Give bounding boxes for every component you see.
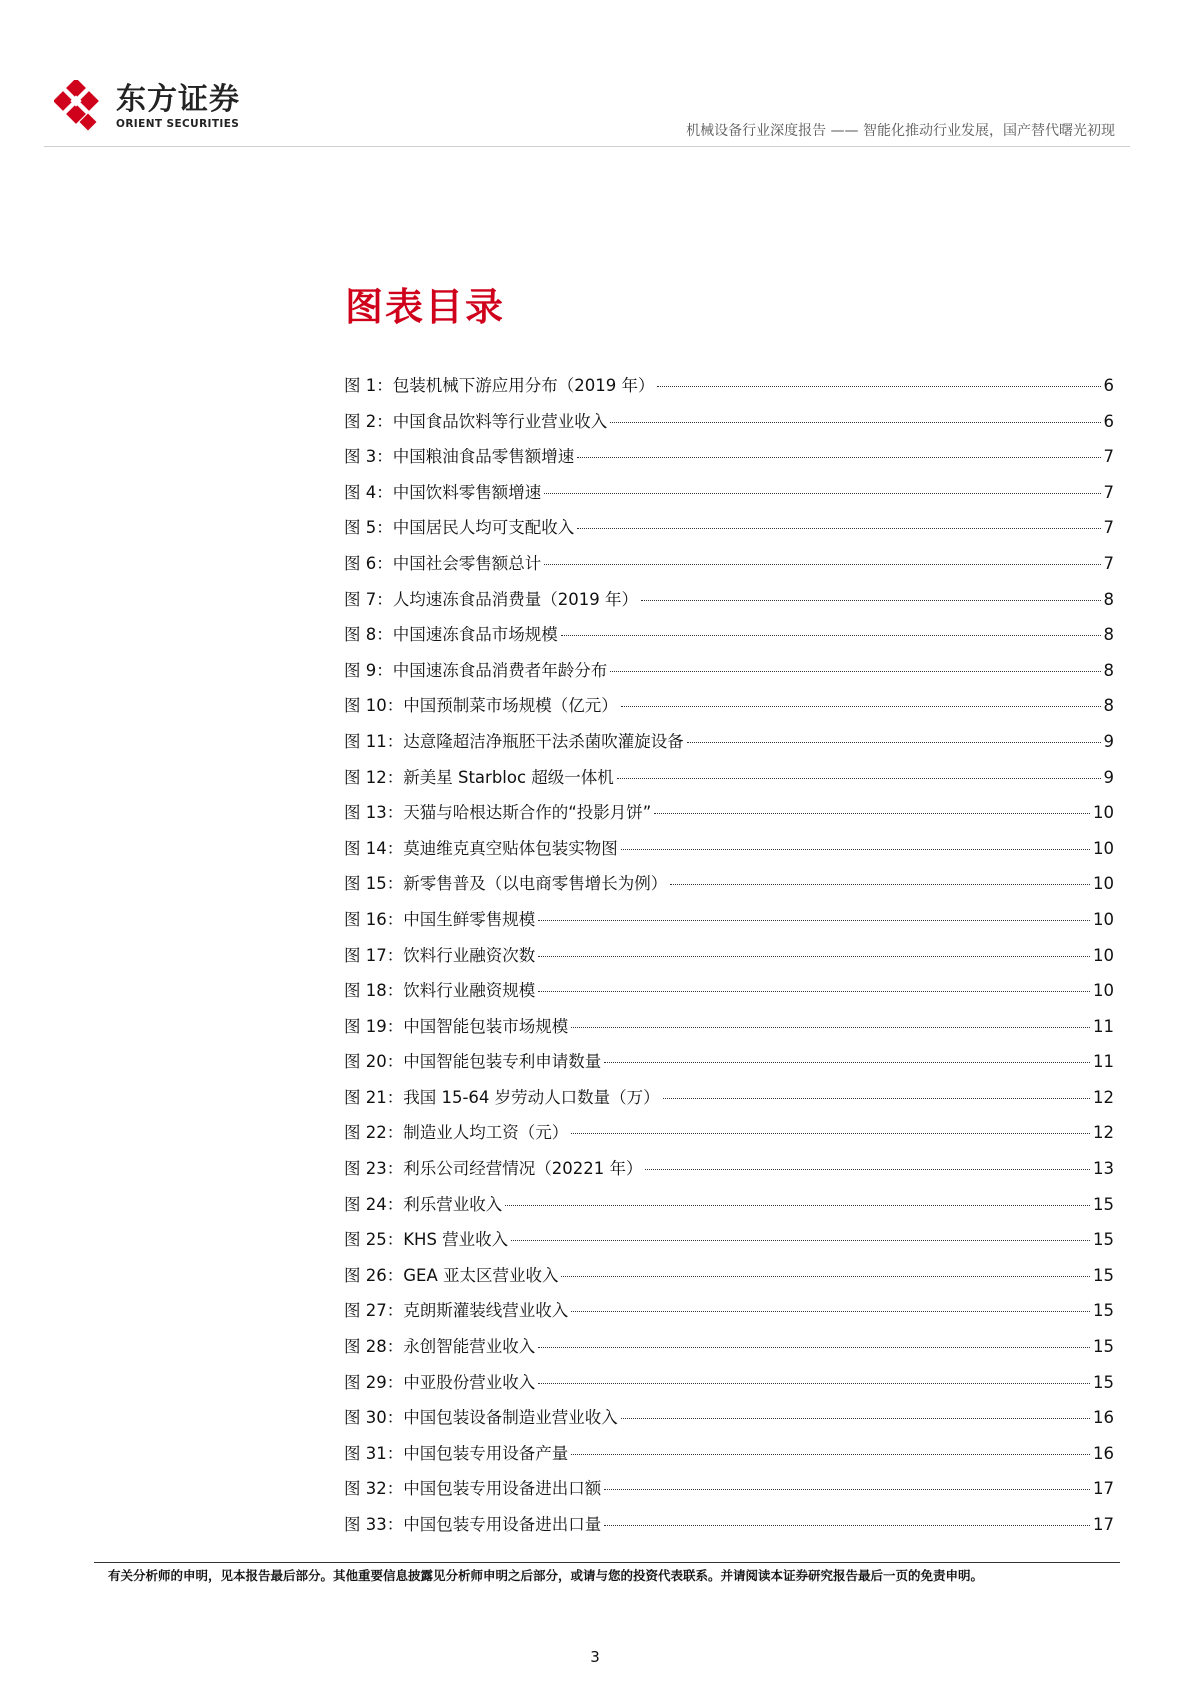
toc-entry-label[interactable]: 图 30：中国包装设备制造业营业收入 bbox=[344, 1408, 618, 1428]
toc-entry[interactable] bbox=[344, 1155, 1114, 1191]
toc-entry[interactable] bbox=[344, 692, 1114, 728]
toc-entry-label[interactable]: 图 3：中国粮油食品零售额增速 bbox=[344, 447, 575, 467]
toc-entry-page[interactable]: 15 bbox=[1093, 1301, 1114, 1321]
toc-entry[interactable] bbox=[344, 621, 1114, 657]
toc-entry[interactable] bbox=[344, 728, 1114, 764]
toc-dot-leader bbox=[604, 1062, 1090, 1063]
toc-entry-page[interactable]: 12 bbox=[1093, 1123, 1114, 1143]
toc-entry[interactable] bbox=[344, 1369, 1114, 1405]
toc-entry-label[interactable]: 图 31：中国包装专用设备产量 bbox=[344, 1443, 569, 1463]
toc-entry-page[interactable]: 6 bbox=[1103, 411, 1114, 431]
toc-entry-page[interactable]: 15 bbox=[1093, 1194, 1114, 1214]
toc-entry-page[interactable]: 8 bbox=[1103, 589, 1114, 609]
toc-entry[interactable] bbox=[344, 1404, 1114, 1440]
toc-entry[interactable] bbox=[344, 799, 1114, 835]
toc-entry[interactable] bbox=[344, 1511, 1114, 1547]
toc-dot-leader bbox=[577, 528, 1100, 529]
toc-entry[interactable] bbox=[344, 1475, 1114, 1511]
toc-entry-label[interactable]: 图 6：中国社会零售额总计 bbox=[344, 553, 542, 573]
toc-dot-leader bbox=[610, 671, 1100, 672]
toc-entry-page[interactable]: 10 bbox=[1093, 803, 1114, 823]
header-divider bbox=[44, 146, 1130, 147]
toc-entry-page[interactable]: 11 bbox=[1093, 1016, 1114, 1036]
toc-entry-label[interactable]: 图 1：包装机械下游应用分布（2019 年） bbox=[344, 376, 655, 395]
figure-table-of-contents bbox=[344, 372, 1114, 1547]
page-title: 图表目录 bbox=[345, 285, 506, 329]
toc-entry[interactable] bbox=[344, 764, 1114, 800]
toc-entry-page[interactable]: 10 bbox=[1093, 874, 1114, 894]
toc-dot-leader bbox=[657, 386, 1100, 387]
toc-entry-page[interactable]: 11 bbox=[1093, 1052, 1114, 1072]
toc-entry[interactable] bbox=[344, 1013, 1114, 1049]
toc-entry-label[interactable]: 图 11：达意隆超洁净瓶胚干法杀菌吹灌旋设备 bbox=[344, 731, 684, 751]
toc-entry[interactable] bbox=[344, 906, 1114, 942]
toc-entry-page[interactable]: 10 bbox=[1093, 909, 1114, 929]
toc-entry-page[interactable]: 15 bbox=[1093, 1337, 1114, 1357]
toc-entry-page[interactable]: 15 bbox=[1093, 1230, 1114, 1250]
report-header-title: 机械设备行业深度报告 —— 智能化推动行业发展，国产替代曙光初现 bbox=[686, 123, 1115, 139]
toc-entry-page[interactable]: 10 bbox=[1093, 981, 1114, 1001]
toc-entry-label[interactable]: 图 13：天猫与哈根达斯合作的“投影月饼” bbox=[344, 803, 652, 823]
toc-entry-label[interactable]: 图 2：中国食品饮料等行业营业收入 bbox=[344, 411, 608, 431]
toc-dot-leader bbox=[538, 1347, 1090, 1348]
toc-entry[interactable] bbox=[344, 1297, 1114, 1333]
toc-entry-page[interactable]: 7 bbox=[1103, 518, 1114, 538]
toc-entry[interactable] bbox=[344, 1191, 1114, 1227]
toc-entry-label[interactable]: 图 14：莫迪维克真空贴体包装实物图 bbox=[344, 838, 618, 858]
toc-entry-label[interactable]: 图 7：人均速冻食品消费量（2019 年） bbox=[344, 589, 638, 609]
toc-entry-label[interactable]: 图 26：GEA 亚太区营业收入 bbox=[344, 1265, 559, 1285]
toc-dot-leader bbox=[571, 1133, 1090, 1134]
toc-entry-label[interactable]: 图 27：克朗斯灌装线营业收入 bbox=[344, 1301, 569, 1321]
company-logo bbox=[54, 80, 240, 134]
toc-entry-page[interactable]: 15 bbox=[1093, 1372, 1114, 1392]
toc-dot-leader bbox=[571, 1027, 1090, 1028]
toc-entry-label[interactable]: 图 17：饮料行业融资次数 bbox=[344, 945, 536, 965]
toc-entry[interactable] bbox=[344, 586, 1114, 622]
toc-entry-page[interactable]: 16 bbox=[1093, 1443, 1114, 1463]
toc-entry-label[interactable]: 图 12：新美星 Starbloc 超级一体机 bbox=[344, 767, 614, 787]
toc-entry[interactable] bbox=[344, 977, 1114, 1013]
toc-dot-leader bbox=[561, 1276, 1090, 1277]
toc-entry-label[interactable]: 图 29：中亚股份营业收入 bbox=[344, 1372, 536, 1392]
toc-dot-leader bbox=[544, 493, 1100, 494]
toc-entry-label[interactable]: 图 28：永创智能营业收入 bbox=[344, 1337, 536, 1357]
toc-dot-leader bbox=[645, 1169, 1090, 1170]
toc-entry[interactable] bbox=[344, 835, 1114, 871]
toc-dot-leader bbox=[687, 742, 1101, 743]
toc-entry-label[interactable]: 图 22：制造业人均工资（元） bbox=[344, 1123, 569, 1143]
toc-entry-label[interactable]: 图 4：中国饮料零售额增速 bbox=[344, 482, 542, 502]
toc-entry-page[interactable]: 8 bbox=[1103, 660, 1114, 680]
toc-entry-label[interactable]: 图 16：中国生鲜零售规模 bbox=[344, 909, 536, 929]
toc-entry[interactable] bbox=[344, 1226, 1114, 1262]
toc-entry-label[interactable]: 图 24：利乐营业收入 bbox=[344, 1194, 503, 1214]
toc-entry-page[interactable]: 8 bbox=[1103, 625, 1114, 645]
toc-entry-label[interactable]: 图 32：中国包装专用设备进出口额 bbox=[344, 1479, 602, 1499]
toc-dot-leader bbox=[538, 1383, 1090, 1384]
toc-entry-page[interactable]: 17 bbox=[1093, 1479, 1114, 1499]
toc-entry-label[interactable]: 图 19：中国智能包装市场规模 bbox=[344, 1016, 569, 1036]
toc-entry[interactable] bbox=[344, 1333, 1114, 1369]
footer-disclaimer: 有关分析师的申明，见本报告最后部分。其他重要信息披露见分析师申明之后部分，或请与您的投资代表联系。并请阅读本证券研究报告最后一页的免责申明。 bbox=[108, 1568, 984, 1583]
toc-entry[interactable] bbox=[344, 1119, 1114, 1155]
footer-divider bbox=[94, 1562, 1120, 1563]
toc-entry-page[interactable]: 16 bbox=[1093, 1408, 1114, 1428]
toc-dot-leader bbox=[538, 920, 1090, 921]
toc-entry-label[interactable]: 图 8：中国速冻食品市场规模 bbox=[344, 625, 558, 645]
logo-english-name: ORIENT SECURITIES bbox=[116, 118, 240, 130]
toc-entry-page[interactable]: 10 bbox=[1093, 945, 1114, 965]
toc-dot-leader bbox=[654, 813, 1090, 814]
toc-entry-label[interactable]: 图 21：我国 15-64 岁劳动人口数量（万） bbox=[344, 1087, 660, 1107]
toc-entry-page[interactable]: 12 bbox=[1093, 1087, 1114, 1107]
toc-entry-label[interactable]: 图 33：中国包装专用设备进出口量 bbox=[344, 1515, 602, 1534]
toc-entry-page[interactable]: 9 bbox=[1103, 731, 1114, 751]
toc-entry-page[interactable]: 17 bbox=[1093, 1515, 1114, 1534]
toc-entry-label[interactable]: 图 9：中国速冻食品消费者年龄分布 bbox=[344, 660, 608, 680]
toc-dot-leader bbox=[538, 991, 1090, 992]
toc-entry-page[interactable]: 15 bbox=[1093, 1265, 1114, 1285]
page-number: 3 bbox=[590, 1648, 600, 1666]
toc-entry[interactable] bbox=[344, 479, 1114, 515]
toc-entry[interactable] bbox=[344, 1262, 1114, 1298]
toc-dot-leader bbox=[663, 1098, 1090, 1099]
toc-dot-leader bbox=[538, 956, 1090, 957]
logo-chinese-name: 东方证券 bbox=[116, 82, 240, 117]
toc-entry[interactable] bbox=[344, 942, 1114, 978]
toc-dot-leader bbox=[544, 564, 1100, 565]
orient-securities-logo-icon bbox=[54, 80, 108, 134]
toc-dot-leader bbox=[610, 422, 1100, 423]
toc-entry-label[interactable]: 图 25：KHS 营业收入 bbox=[344, 1230, 509, 1250]
toc-entry[interactable] bbox=[344, 408, 1114, 444]
toc-entry-label[interactable]: 图 18：饮料行业融资规模 bbox=[344, 981, 536, 1001]
toc-entry[interactable] bbox=[344, 550, 1114, 586]
toc-entry-label[interactable]: 图 10：中国预制菜市场规模（亿元） bbox=[344, 696, 618, 716]
toc-dot-leader bbox=[621, 849, 1090, 850]
toc-dot-leader bbox=[617, 778, 1101, 779]
toc-dot-leader bbox=[641, 600, 1101, 601]
toc-entry-label[interactable]: 图 5：中国居民人均可支配收入 bbox=[344, 518, 575, 538]
toc-entry[interactable] bbox=[344, 372, 1114, 408]
toc-dot-leader bbox=[621, 1418, 1090, 1419]
toc-entry[interactable] bbox=[344, 443, 1114, 479]
toc-entry[interactable] bbox=[344, 1048, 1114, 1084]
toc-entry-page[interactable]: 6 bbox=[1103, 376, 1114, 395]
toc-dot-leader bbox=[511, 1240, 1090, 1241]
toc-entry[interactable] bbox=[344, 1084, 1114, 1120]
toc-dot-leader bbox=[571, 1311, 1090, 1312]
toc-dot-leader bbox=[604, 1489, 1090, 1490]
toc-entry-label[interactable]: 图 23：利乐公司经营情况（20221 年） bbox=[344, 1159, 643, 1179]
toc-entry[interactable] bbox=[344, 657, 1114, 693]
toc-entry-page[interactable]: 7 bbox=[1103, 553, 1114, 573]
toc-dot-leader bbox=[561, 635, 1101, 636]
toc-entry[interactable] bbox=[344, 1440, 1114, 1476]
toc-entry-label[interactable]: 图 20：中国智能包装专利申请数量 bbox=[344, 1052, 602, 1072]
toc-dot-leader bbox=[577, 457, 1100, 458]
toc-entry-page[interactable]: 9 bbox=[1103, 767, 1114, 787]
toc-entry-label[interactable]: 图 15：新零售普及（以电商零售增长为例） bbox=[344, 874, 668, 894]
toc-dot-leader bbox=[670, 884, 1090, 885]
toc-entry[interactable] bbox=[344, 514, 1114, 550]
toc-entry-page[interactable]: 7 bbox=[1103, 447, 1114, 467]
toc-dot-leader bbox=[505, 1205, 1090, 1206]
toc-entry[interactable] bbox=[344, 870, 1114, 906]
toc-entry-page[interactable]: 10 bbox=[1093, 838, 1114, 858]
toc-dot-leader bbox=[604, 1525, 1090, 1526]
toc-dot-leader bbox=[621, 706, 1101, 707]
toc-entry-page[interactable]: 13 bbox=[1093, 1159, 1114, 1179]
toc-dot-leader bbox=[571, 1454, 1090, 1455]
toc-entry-page[interactable]: 8 bbox=[1103, 696, 1114, 716]
toc-entry-page[interactable]: 7 bbox=[1103, 482, 1114, 502]
